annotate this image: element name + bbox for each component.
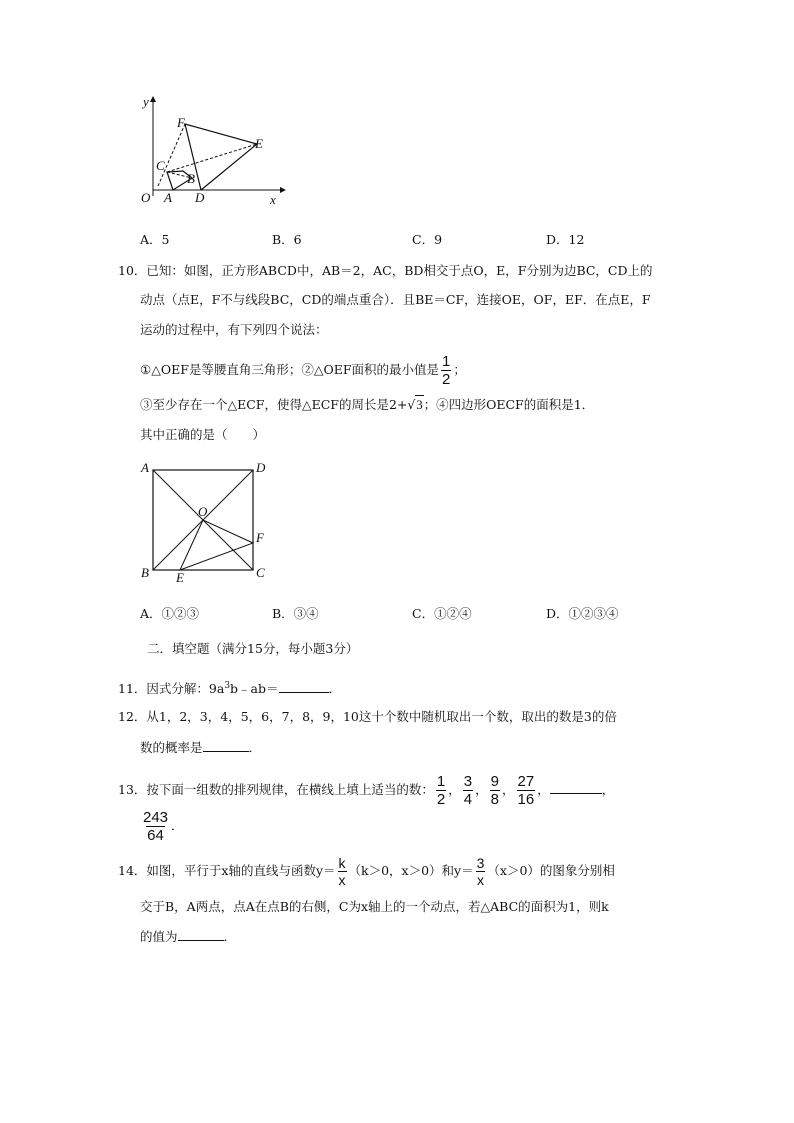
- q14-f2-den: x: [477, 872, 485, 888]
- q14-f1-num: k: [338, 855, 346, 871]
- q13-sep-1: ，: [448, 782, 461, 797]
- q13-sep-5: ，: [601, 782, 615, 797]
- q10-option-a[interactable]: A．①②③: [140, 606, 200, 621]
- q9-label-a: A: [164, 190, 172, 205]
- q12-line2-wrap: [140, 739, 261, 757]
- q14-p1: 14．如图，平行于x轴的直线与函数y＝: [118, 863, 336, 878]
- q14-end: ．: [223, 929, 237, 944]
- q9-figure: [130, 92, 290, 212]
- q9-label-f: F: [177, 115, 185, 130]
- q13-frac-3-num: 9: [490, 773, 499, 790]
- q13-frac-1: [436, 774, 446, 807]
- q13-text: 13．按下面一组数的排列规律，在横线上填上适当的数：: [118, 782, 434, 797]
- q9-label-o: O: [141, 190, 151, 205]
- q13-frac-1-den: 2: [436, 791, 446, 808]
- q12-line2: 数的概率是: [140, 740, 203, 755]
- q12-end: ．: [248, 740, 262, 755]
- q14-f1-den: x: [338, 872, 346, 888]
- q14-frac-2: [476, 856, 486, 887]
- q9-label-x: x: [270, 192, 276, 207]
- q13-answer-blank[interactable]: [550, 781, 602, 794]
- q13-frac-2-den: 4: [463, 791, 473, 808]
- q10-label-a: A: [141, 460, 149, 475]
- q14-p3: （x＞0）的图象分别相: [487, 863, 615, 878]
- q14-line1: [118, 853, 615, 889]
- q11: [118, 677, 341, 698]
- q10-label-c: C: [256, 565, 265, 580]
- q13-sep-4: ，: [537, 782, 550, 797]
- section-2-heading: 二．填空题（满分15分，每小题3分）: [147, 641, 359, 656]
- q10-s3: ③至少存在一个△ECF，使得△ECF的周长是2+: [140, 397, 408, 412]
- q13-frac-last: [142, 810, 169, 843]
- q13-end: ．: [171, 818, 184, 833]
- q10-ask: 其中正确的是（ ）: [140, 427, 266, 442]
- q10-line3: 运动的过程中，有下列四个说法：: [140, 322, 328, 337]
- q10-figure: [135, 455, 280, 585]
- q10-number: 10．: [118, 263, 147, 278]
- q10-stem-line1: [118, 262, 653, 280]
- q12-line1: 12．从1，2，3，4，5，6，7，8，9，10这十个数中随机取出一个数，取出的数是3的倍: [118, 709, 617, 724]
- q10-s1: ①△OEF是等腰直角三角形；②△OEF面积的最小值是: [140, 362, 440, 377]
- q9-label-b: B: [187, 171, 195, 186]
- q10-label-f: F: [256, 530, 264, 545]
- q10-option-d[interactable]: D．①②③④: [546, 606, 619, 621]
- q13-last-num: 243: [143, 809, 169, 826]
- q10-s3-end: ；④四边形OECF的面积是1．: [423, 397, 595, 412]
- q11-answer-blank[interactable]: [279, 680, 329, 693]
- q11-number: 11．: [118, 681, 147, 697]
- q10-statement-3-4: [140, 395, 594, 414]
- q11-text2: b﹣ab＝: [230, 681, 279, 697]
- q10-label-e: E: [176, 570, 184, 585]
- sqrt-icon: √: [407, 397, 416, 412]
- q13-sep-3: ，: [501, 782, 515, 797]
- q13: [118, 772, 614, 808]
- q14-p2: （k＞0，x＞0）和y＝: [348, 863, 474, 878]
- q14-line2: 交于B，A两点，点A在点B的右侧，C为x轴上的一个动点，若△ABC的面积为1，则k: [140, 899, 609, 914]
- q14-answer-blank[interactable]: [178, 928, 224, 941]
- q11-text: 因式分解：9a: [146, 681, 225, 697]
- q9-label-d: D: [195, 190, 205, 205]
- q10-s1-frac-num: 1: [442, 353, 451, 370]
- q10-line2: 动点（点E，F不与线段BC，CD的端点重合）．且BE＝CF，连接OE，OF，EF．在点E，F: [140, 292, 651, 307]
- q13-frac-3: [490, 774, 500, 807]
- q9-option-d[interactable]: D．12: [546, 232, 585, 247]
- q9-option-a[interactable]: A．5: [140, 232, 170, 247]
- q9-option-c[interactable]: C．9: [412, 232, 443, 247]
- q13-frac-4-num: 27: [517, 773, 535, 790]
- q9-label-e: E: [255, 136, 263, 151]
- q9-label-y: y: [143, 94, 149, 109]
- q11-end: ．: [328, 681, 342, 697]
- q10-s1-end: ；: [453, 362, 466, 377]
- q14-line3-wrap: [140, 928, 236, 946]
- q11-sup: 3: [224, 681, 231, 691]
- q9-option-b[interactable]: B．6: [272, 232, 302, 247]
- q14-f2-num: 3: [476, 855, 485, 871]
- q13-frac-2: [463, 774, 473, 807]
- q13-frac-1-num: 1: [436, 773, 446, 790]
- q13-frac-4: [517, 774, 536, 807]
- q14-line3: 的值为: [140, 929, 178, 944]
- q10-s1-fraction: [441, 354, 451, 387]
- q10-label-o: O: [198, 504, 208, 519]
- q13-last: [140, 808, 184, 844]
- q14-frac-1: [338, 856, 347, 887]
- q10-option-c[interactable]: C．①②④: [412, 606, 472, 621]
- q13-last-den: 64: [147, 827, 164, 844]
- q13-frac-3-den: 8: [490, 791, 499, 808]
- q13-frac-4-den: 16: [517, 791, 535, 808]
- q10-s3-sqrt: 3: [415, 395, 423, 414]
- q10-label-d: D: [256, 460, 266, 475]
- q13-frac-2-num: 3: [463, 773, 473, 790]
- q9-label-c: C: [156, 158, 165, 173]
- q10-label-b: B: [141, 565, 149, 580]
- q10-option-b[interactable]: B．③④: [272, 606, 319, 621]
- q13-sep-2: ，: [475, 782, 488, 797]
- q10-statement-1-2: [140, 354, 466, 387]
- q10-s1-frac-den: 2: [442, 371, 451, 388]
- q10-line1: 已知：如图，正方形ABCD中，AB＝2，AC，BD相交于点O，E，F分别为边BC，CD上的: [146, 263, 653, 278]
- q12-answer-blank[interactable]: [203, 739, 249, 752]
